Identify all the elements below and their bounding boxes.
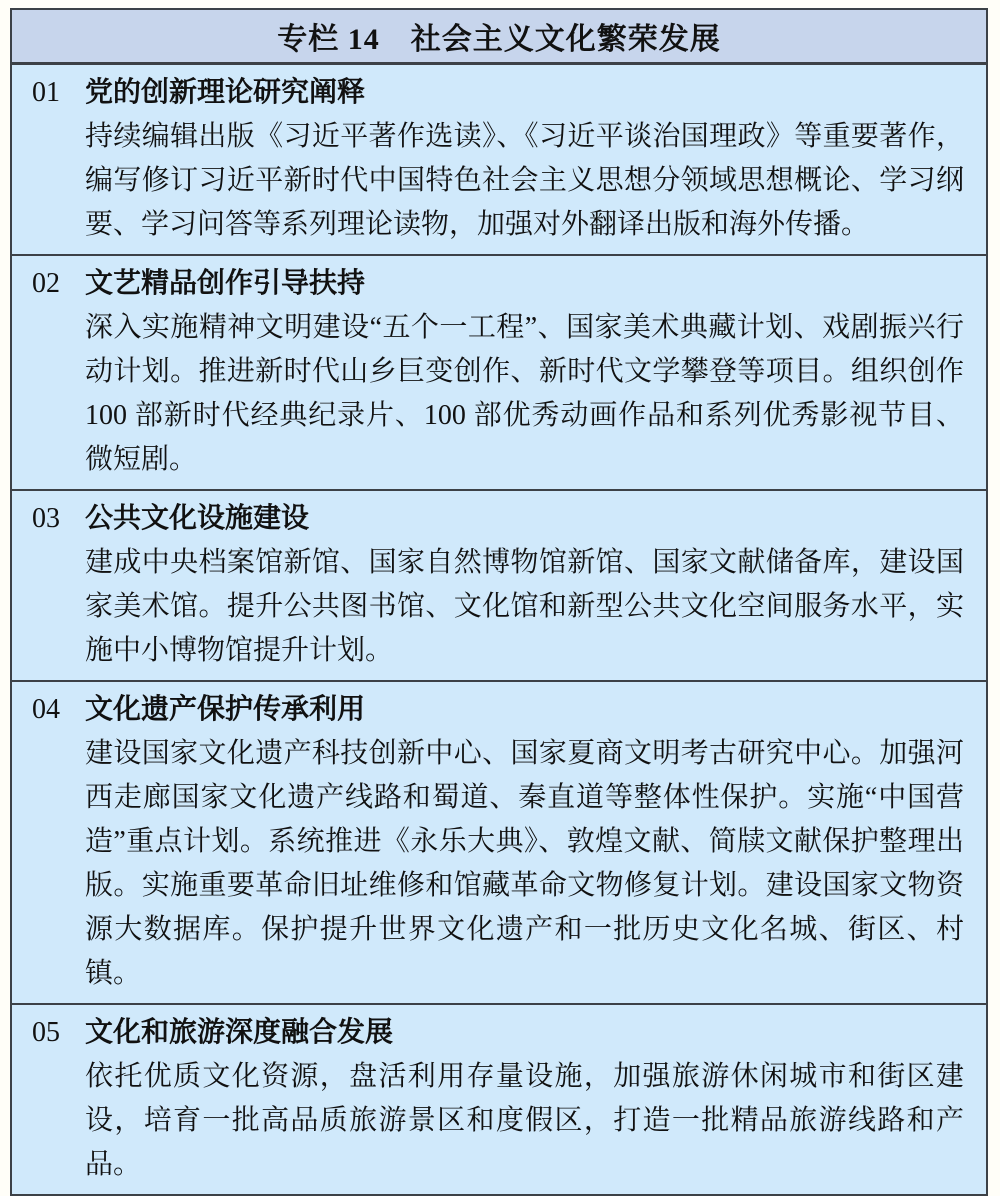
section-number: 05 <box>32 1017 60 1048</box>
section-heading: 文化和旅游深度融合发展 <box>85 1017 394 1048</box>
panel-title: 专栏 14 社会主义文化繁荣发展 <box>277 23 721 56</box>
section-number: 04 <box>32 694 60 725</box>
section-04 <box>12 680 986 1003</box>
section-heading: 党的创新理论研究阐释 <box>85 77 366 108</box>
section-content <box>85 1011 986 1187</box>
section-body: 建设国家文化遗产科技创新中心、国家夏商文明考古研究中心。加强河西走廊国家文化遗产线路和蜀道、秦直道等整体性保护。实施“中国营造”重点计划。系统推进《永乐大典》、敦煌文献、简牍文献保护整理出版。实施重要革命旧址维修和馆藏革命文物修复计划。建设国家文物资源大数据库。保护提升世界文化遗产和一批历史文化名城、街区、村镇。 <box>85 738 964 989</box>
section-body: 建成中央档案馆新馆、国家自然博物馆新馆、国家文献储备库，建设国家美术馆。提升公共图书馆、文化馆和新型公共文化空间服务水平，实施中小博物馆提升计划。 <box>85 547 964 666</box>
section-content <box>85 262 986 482</box>
section-heading: 文艺精品创作引导扶持 <box>85 268 366 299</box>
section-02 <box>12 254 986 489</box>
section-number: 02 <box>32 268 60 299</box>
section-content <box>85 497 986 673</box>
section-05 <box>12 1003 986 1194</box>
section-content <box>85 71 986 247</box>
section-body: 深入实施精神文明建设“五个一工程”、国家美术典藏计划、戏剧振兴行动计划。推进新时代山乡巨变创作、新时代文学攀登等项目。组织创作 100 部新时代经典纪录片、100 部优秀动画作品和系列优秀影视节目、微短剧。 <box>85 312 964 475</box>
section-number: 01 <box>32 77 60 108</box>
feature-box-header <box>12 10 986 65</box>
section-03 <box>12 489 986 680</box>
section-01 <box>12 65 986 254</box>
section-heading: 文化遗产保护传承利用 <box>85 694 366 725</box>
section-body: 持续编辑出版《习近平著作选读》、《习近平谈治国理政》等重要著作，编写修订习近平新时代中国特色社会主义思想分领域思想概论、学习纲要、学习问答等系列理论读物，加强对外翻译出版和海外传播。 <box>85 121 964 240</box>
section-number: 03 <box>32 503 60 534</box>
section-content <box>85 688 986 996</box>
feature-box <box>10 8 988 1196</box>
section-body: 依托优质文化资源，盘活利用存量设施，加强旅游休闲城市和街区建设，培育一批高品质旅游景区和度假区，打造一批精品旅游线路和产品。 <box>85 1061 964 1180</box>
section-heading: 公共文化设施建设 <box>85 503 310 534</box>
